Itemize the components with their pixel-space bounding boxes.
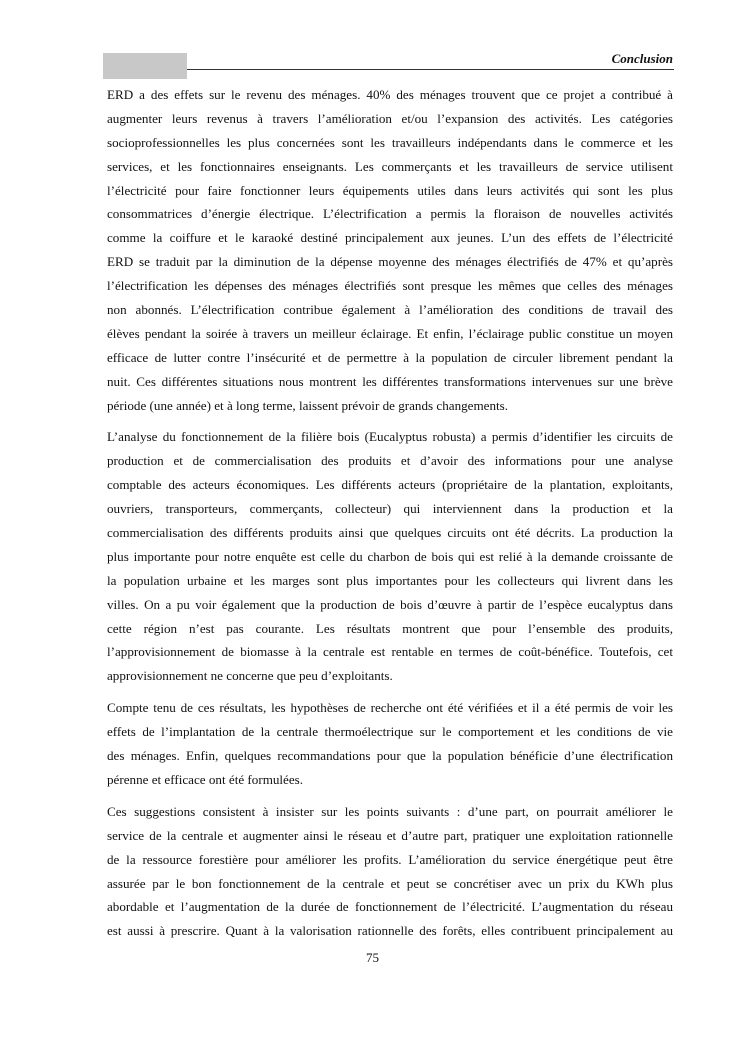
- text-line: villes. On a pu voir également que la production de bois d’œuvre à partir de l’espèce eucalyptus dans: [107, 596, 673, 612]
- document-body: [107, 83, 673, 951]
- text-line: l’approvisionnement de biomasse à la centrale est rentable en termes de coût-bénéfice. Toutefois, cet: [107, 644, 673, 660]
- text-line: est aussi à prescrire. Quant à la valorisation rationnelle des forêts, elles contribuent principalement au: [107, 923, 673, 939]
- text-line: la population urbaine et les marges sont plus importantes pour les collecteurs qui livrent dans les: [107, 572, 673, 588]
- text-line: ERD se traduit par la diminution de la dépense moyenne des ménages électrifiés de 47% et qu’après: [107, 254, 673, 270]
- text-line: comptable des acteurs économiques. Les différents acteurs (propriétaire de la plantation, exploitants,: [107, 477, 673, 493]
- paragraph: [107, 696, 673, 792]
- paragraph: [107, 425, 673, 688]
- text-line: élèves pendant la soirée à travers un meilleur éclairage. Et enfin, l’éclairage public constitue un moyen: [107, 325, 673, 341]
- text-line: période (une année) et à long terme, laissent prévoir de grands changements.: [107, 397, 509, 413]
- text-line: plus importante pour notre enquête est celle du charbon de bois qui est relié à la demande croissante de: [107, 548, 673, 564]
- paragraph: [107, 83, 673, 417]
- text-line: cette région n’est pas courante. Les résultats montrent que pour l’ensemble des produits,: [107, 620, 673, 636]
- text-line: l’électricité pour faire fonctionner leurs équipements utiles dans leurs activités qui sont les plus: [107, 182, 673, 198]
- text-line: services, et les fonctionnaires enseignants. Les commerçants et les travailleurs de service utilisent: [107, 158, 673, 174]
- text-line: Compte tenu de ces résultats, les hypothèses de recherche ont été vérifiées et il a été permis de voir les: [107, 700, 673, 716]
- header-rule: [187, 69, 674, 70]
- text-line: ERD a des effets sur le revenu des ménages. 40% des ménages trouvent que ce projet a contribué à: [107, 87, 673, 102]
- text-line: pérenne et efficace ont été formulées.: [107, 771, 304, 787]
- text-line: de la ressource forestière pour améliorer les profits. L’amélioration du service énergétique peut être: [107, 851, 673, 867]
- text-line: comme la coiffure et le karaoké destiné principalement aux jeunes. L’un des effets de l’électricité: [107, 230, 673, 246]
- text-line: non abonnés. L’électrification contribue également à l’amélioration des conditions de travail des: [107, 302, 673, 318]
- text-line: socioprofessionnelles les plus concernées sont les travailleurs indépendants dans le commerce et les: [107, 134, 673, 150]
- text-line: abordable et l’augmentation de la durée de fonctionnement de l’électricité. L’augmentation du réseau: [107, 899, 673, 915]
- text-line: des ménages. Enfin, quelques recommandations pour que la population bénéficie d’une électrification: [107, 748, 673, 764]
- text-line: production et de commercialisation des produits et d’avoir des informations pour une analyse: [107, 453, 673, 469]
- text-line: effets de l’implantation de la centrale thermoélectrique sur le comportement et les conditions de vie: [107, 724, 673, 740]
- text-line: service de la centrale et augmenter ainsi le réseau et d’autre part, pratiquer une exploitation rationnelle: [107, 827, 673, 843]
- chapter-title: Conclusion: [611, 51, 673, 66]
- text-line: l’électrification les dépenses des ménages électrifiés sont presque les mêmes que celles des ménages: [107, 278, 673, 294]
- text-line: nuit. Ces différentes situations nous montrent les différentes transformations intervenues sur une brève: [107, 373, 673, 389]
- text-line: L’analyse du fonctionnement de la filière bois (Eucalyptus robusta) a permis d’identifier les circuits de: [107, 429, 673, 445]
- paragraph: [107, 800, 673, 943]
- text-line: approvisionnement ne concerne que peu d’exploitants.: [107, 668, 393, 684]
- text-line: efficace de lutter contre l’insécurité et de permettre à la population de circuler librement pendant la: [107, 349, 673, 365]
- page-number: 75: [366, 950, 379, 965]
- text-line: consommatrices d’énergie électrique. L’électrification a permis la floraison de nouvelles activités: [107, 206, 673, 222]
- text-line: assurée par le bon fonctionnement de la centrale et peut se concrétiser avec un prix du KWh plus: [107, 875, 673, 891]
- text-line: augmenter leurs revenus à travers l’amélioration et/ou l’expansion des activités. Les catégories: [107, 110, 673, 126]
- text-line: commercialisation des différents produits ainsi que quelques circuits ont été décrits. La production la: [107, 525, 673, 541]
- header-decoration-box: [103, 53, 187, 79]
- text-line: ouvriers, transporteurs, commerçants, collecteur) qui interviennent dans la production et la: [107, 501, 673, 517]
- text-line: Ces suggestions consistent à insister sur les points suivants : d’une part, on pourrait améliorer le: [107, 803, 673, 819]
